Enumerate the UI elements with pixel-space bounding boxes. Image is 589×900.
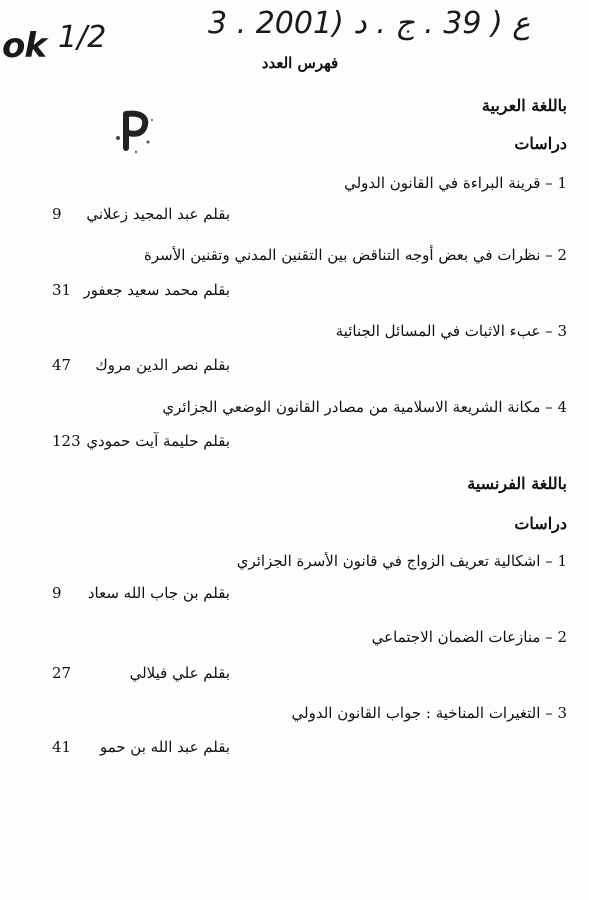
handwritten-fraction: 1/2 bbox=[58, 20, 107, 55]
toc-entry-author-row bbox=[50, 432, 230, 450]
section-heading-french: باللغة الفرنسية bbox=[467, 474, 567, 493]
toc-entry-title: 2 – نظرات في بعض أوجه التناقض بين التقنين المدني وتقنين الأسرة bbox=[144, 246, 567, 264]
toc-entry-author: بقلم نصر الدين مروك bbox=[95, 356, 230, 374]
toc-entry-page-number: 31 bbox=[52, 281, 72, 299]
toc-entry-author-row bbox=[50, 205, 230, 223]
handwritten-ok-mark: ok bbox=[2, 26, 46, 66]
toc-entry-page-number: 27 bbox=[52, 664, 72, 682]
toc-entry-author: بقلم محمد سعيد جعفور bbox=[83, 281, 230, 299]
page-title: فهرس العدد bbox=[261, 54, 339, 72]
toc-entry-title: 2 – منازعات الضمان الاجتماعي bbox=[371, 628, 567, 646]
toc-entry-author: بقلم عبد المجيد زعلاني bbox=[86, 205, 230, 223]
toc-entry-author: بقلم بن جاب الله سعاد bbox=[87, 584, 230, 602]
toc-entry-title: 3 – التغيرات المناخية : جواب القانون الدولي bbox=[291, 704, 567, 722]
toc-entry-page-number: 41 bbox=[52, 738, 72, 756]
toc-entry-page-number: 47 bbox=[52, 356, 72, 374]
toc-entry-page-number: 123 bbox=[52, 432, 81, 450]
toc-entry-author-row bbox=[50, 356, 230, 374]
toc-entry-page-number: 9 bbox=[52, 205, 62, 223]
library-stamp-mark bbox=[112, 108, 156, 156]
toc-entry-author: بقلم علي فيلالي bbox=[129, 664, 230, 682]
toc-entry-title: 1 – اشكالية تعريف الزواج في قانون الأسرة الجزائري bbox=[236, 552, 567, 570]
toc-entry-author-row bbox=[50, 584, 230, 602]
toc-entry-title: 4 – مكانة الشريعة الاسلامية من مصادر القانون الوضعي الجزائري bbox=[162, 398, 567, 416]
toc-entry-title: 3 – عبء الاثبات في المسائل الجنائية bbox=[335, 322, 567, 340]
toc-entry-title: 1 – قرينة البراءة في القانون الدولي bbox=[344, 174, 567, 192]
section-heading-arabic: باللغة العربية bbox=[481, 96, 567, 115]
subheading-studies: دراسات bbox=[514, 134, 567, 153]
toc-entry-author-row bbox=[50, 738, 230, 756]
toc-entry-page-number: 9 bbox=[52, 584, 62, 602]
subheading-studies: دراسات bbox=[514, 514, 567, 533]
toc-entry-author-row bbox=[50, 664, 230, 682]
toc-entry-author: بقلم عبد الله بن حمو bbox=[99, 738, 230, 756]
toc-entry-author-row bbox=[50, 281, 230, 299]
toc-entry-author: بقلم حليمة آيت حمودي bbox=[86, 432, 230, 450]
handwritten-date-note: 3 . ع ( 39 . ج . د (2001 bbox=[208, 6, 531, 41]
